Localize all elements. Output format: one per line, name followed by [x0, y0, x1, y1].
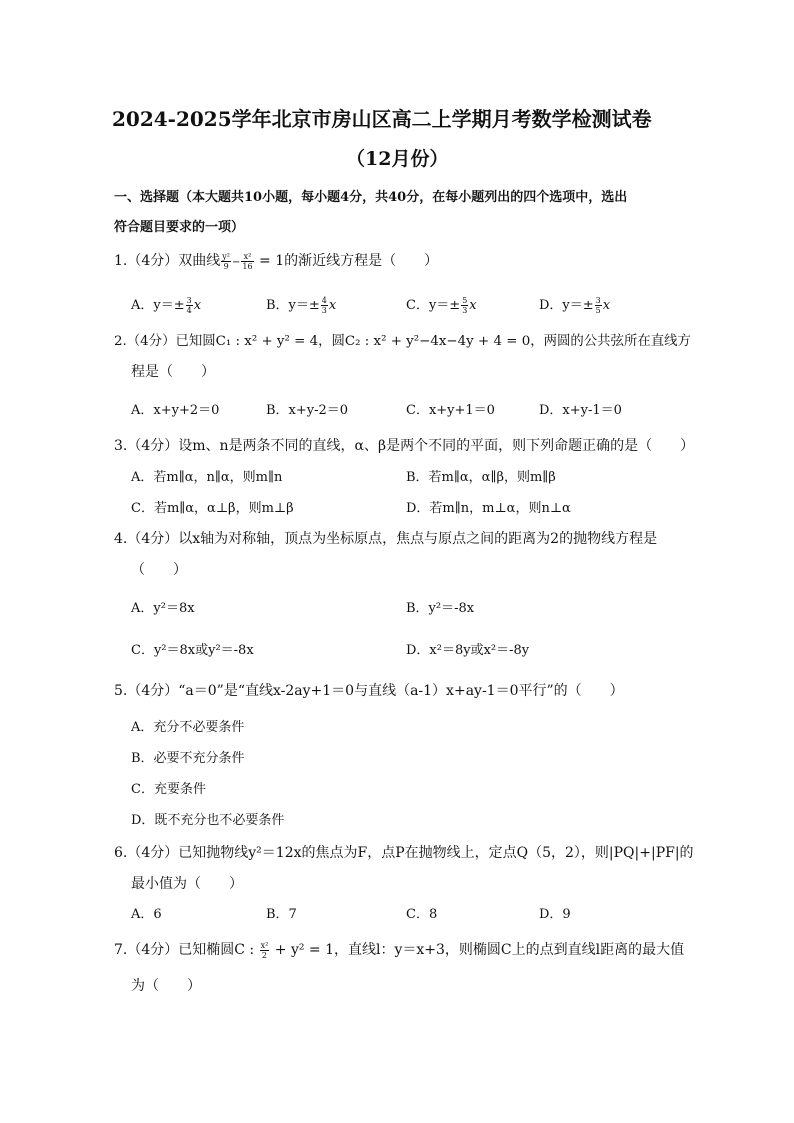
question-1: 1.（4分）双曲线 $\frac{\text{y²}}{9}$ − $\frac{\text{x²}}{16}$ = 1的渐近线方程是（ ）: [114, 251, 439, 271]
q1-suffix: 的渐近线方程是（ ）: [284, 253, 439, 269]
question-7-line1: 7.（4分）已知椭圆C : $\frac{\text{x²}}{2}$ + y² = 1，直线l：y＝x+3，则椭圆C上的点到直线l距离的最大值: [114, 940, 685, 960]
q5-option-b[interactable]: B．必要不充分条件: [131, 751, 245, 766]
q1-option-d[interactable]: D．y＝± $\frac{3}{5}$ x: [539, 296, 611, 315]
question-2-line2: 程是（ ）: [131, 364, 215, 380]
q4-option-b[interactable]: B．y²＝-8x: [406, 601, 475, 616]
q1-fraction-1: $\frac{\text{y²}}{9}$: [222, 251, 230, 271]
q1-option-c[interactable]: C．y＝± $\frac{5}{3}$ x: [406, 296, 477, 315]
q1-option-a[interactable]: A．y＝± $\frac{3}{4}$ x: [131, 296, 202, 315]
q2-option-d[interactable]: D．x+y-1＝0: [539, 403, 622, 418]
q2-option-b[interactable]: B．x+y-2＝0: [266, 403, 349, 418]
question-6-line1: 6.（4分）已知抛物线y²＝12x的焦点为F，点P在抛物线上，定点Q（5，2），则|PQ|+|PF|的: [114, 845, 694, 861]
question-7-line2: 为（ ）: [131, 978, 201, 994]
question-6-line2: 最小值为（ ）: [131, 876, 243, 892]
q1-option-b[interactable]: B．y＝± $\frac{4}{3}$ x: [266, 296, 337, 315]
section-header-line2: 符合题目要求的一项）: [114, 220, 245, 235]
q1-prefix: 1.（4分）双曲线: [114, 253, 221, 269]
q7-fraction: $\frac{\text{x²}}{2}$: [260, 940, 269, 960]
q3-option-a[interactable]: A．若m∥α，n∥α，则m∥n: [131, 470, 283, 485]
q5-option-a[interactable]: A．充分不必要条件: [131, 720, 245, 735]
q2-option-c[interactable]: C．x+y+1＝0: [406, 403, 495, 418]
q2-option-a[interactable]: A．x+y+2＝0: [131, 403, 220, 418]
q6-option-c[interactable]: C．8: [406, 907, 438, 922]
question-5-line1: 5.（4分）“a＝0”是“直线x-2ay+1＝0与直线（a-1）x+ay-1＝0平行”的（ ）: [114, 683, 624, 699]
page-subtitle: （12月份）: [346, 148, 449, 170]
q3-option-b[interactable]: B．若m∥α，α∥β，则m∥β: [406, 470, 556, 485]
section-header-line1: 一、选择题（本大题共10小题，每小题4分，共40分，在每小题列出的四个选项中，选出: [114, 190, 628, 205]
q4-option-a[interactable]: A．y²＝8x: [131, 601, 195, 616]
q3-option-c[interactable]: C．若m∥α，α⊥β，则m⊥β: [131, 501, 294, 516]
question-4-line2: （ ）: [131, 562, 187, 578]
question-3-line1: 3.（4分）设m、n是两条不同的直线，α、β是两个不同的平面，则下列命题正确的是（ ）: [114, 438, 695, 454]
q5-option-c[interactable]: C．充要条件: [131, 782, 206, 797]
q1-fraction-2: $\frac{\text{x²}}{16}$: [242, 251, 253, 271]
q6-option-d[interactable]: D．9: [539, 907, 571, 922]
page-title: 2024-2025学年北京市房山区高二上学期月考数学检测试卷: [112, 107, 652, 131]
q6-option-b[interactable]: B．7: [266, 907, 297, 922]
q6-option-a[interactable]: A．6: [131, 907, 162, 922]
q3-option-d[interactable]: D．若m∥n，m⊥α，则n⊥α: [406, 501, 571, 516]
q4-option-c[interactable]: C．y²＝8x或y²＝-8x: [131, 643, 254, 658]
q5-option-d[interactable]: D．既不充分也不必要条件: [131, 813, 285, 828]
question-2-line1: 2.（4分）已知圆C₁ : x² + y² = 4，圆C₂ : x² + y²−4x−4y + 4 = 0，两圆的公共弦所在直线方: [114, 334, 691, 349]
q4-option-d[interactable]: D．x²＝8y或x²＝-8y: [406, 643, 530, 658]
question-4-line1: 4.（4分）以x轴为对称轴，顶点为坐标原点，焦点与原点之间的距离为2的抛物线方程是: [114, 531, 658, 547]
